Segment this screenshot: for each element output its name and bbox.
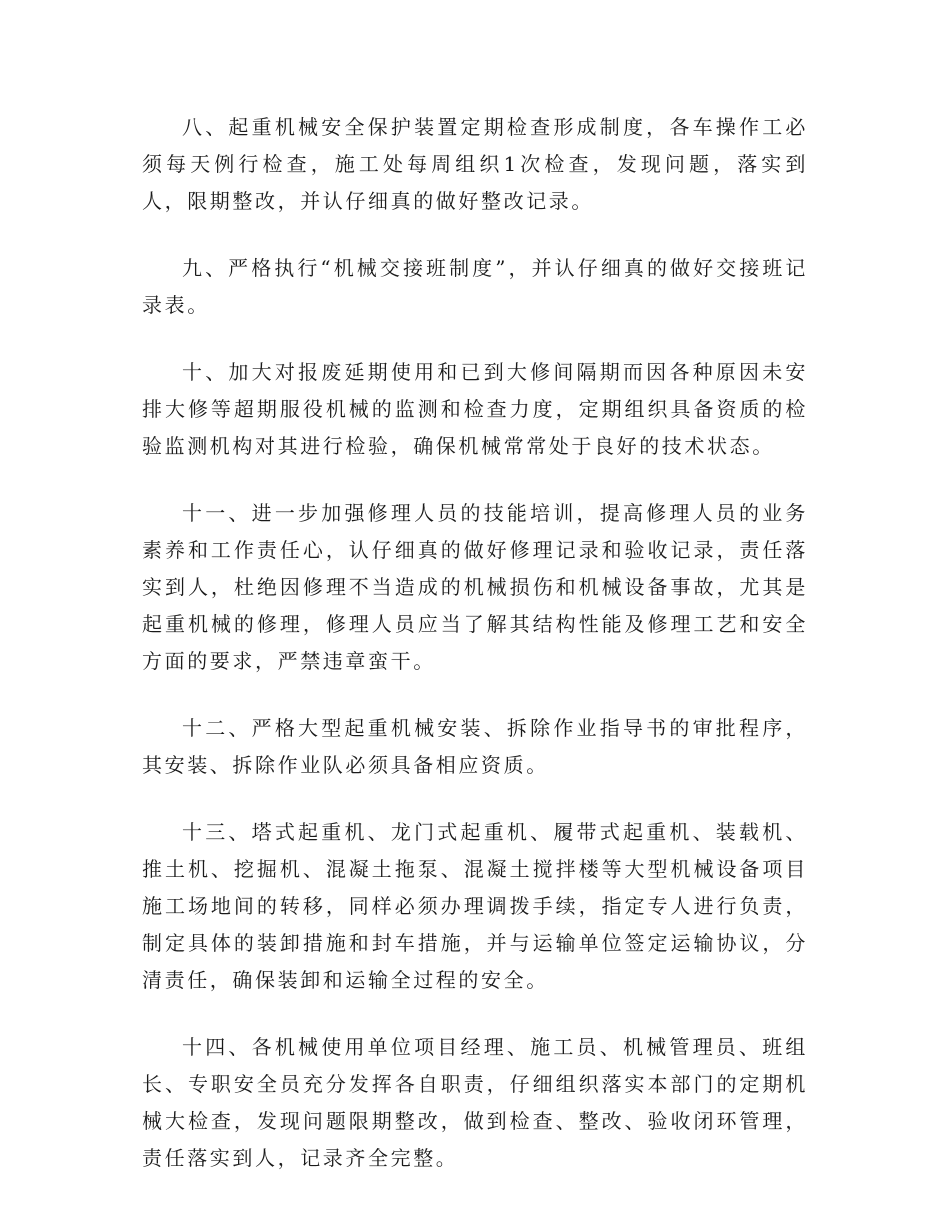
paragraph-14: 十四、各机械使用单位项目经理、施工员、机械管理员、班组长、专职安全员充分发挥各自职责，仔细组织落实本部门的定期机械大检查，发现问题限期整改，做到检查、整改、验收闭环管理，责任落实到人，记录齐全完整。 [142, 1035, 808, 1170]
paragraph-11: 十一、进一步加强修理人员的技能培训，提高修理人员的业务素养和工作责任心，认仔细真的做好修理记录和验收记录，责任落实到人，杜绝因修理不当造成的机械损伤和机械设备事故，尤其是起重机械的修理，修理人员应当了解其结构性能及修理工艺和安全方面的要求，严禁违章蛮干。 [142, 501, 808, 673]
paragraph-8: 八、起重机械安全保护装置定期检查形成制度，各车操作工必须每天例行检查，施工处每周组织1次检查，发现问题，落实到人，限期整改，并认仔细真的做好整改记录。 [142, 115, 808, 213]
paragraph-12: 十二、严格大型起重机械安装、拆除作业指导书的审批程序，其安装、拆除作业队必须具备相应资质。 [142, 716, 808, 777]
paragraph-9: 九、严格执行“机械交接班制度”，并认仔细真的做好交接班记录表。 [142, 256, 808, 317]
paragraph-10: 十、加大对报废延期使用和已到大修间隔期而因各种原因未安排大修等超期服役机械的监测和检查力度，定期组织具备资质的检验监测机构对其进行检验，确保机械常常处于良好的技术状态。 [142, 360, 808, 458]
paragraph-13: 十三、塔式起重机、龙门式起重机、履带式起重机、装载机、推土机、挖掘机、混凝土拖泵、混凝土搅拌楼等大型机械设备项目施工场地间的转移，同样必须办理调拨手续，指定专人进行负责，制定具体的装卸措施和封车措施，并与运输单位签定运输协议，分清责任，确保装卸和运输全过程的安全。 [142, 820, 808, 992]
